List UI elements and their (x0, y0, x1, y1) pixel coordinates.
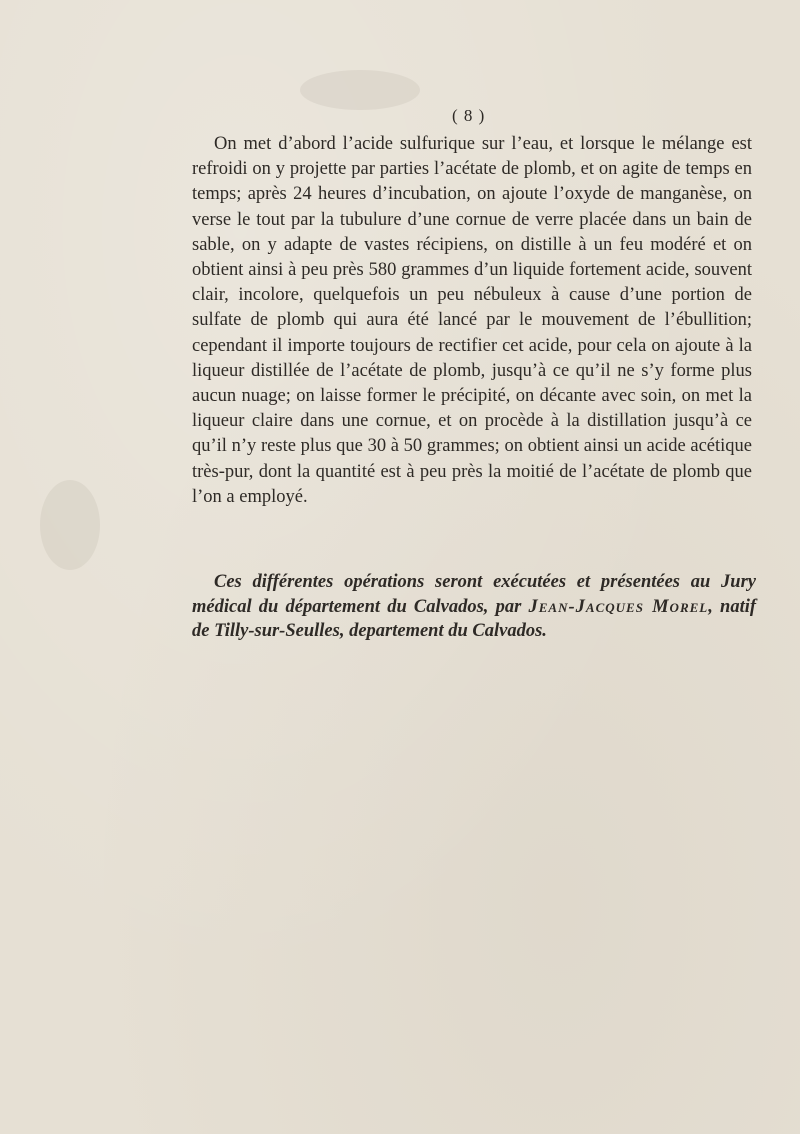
paper-stain (300, 70, 420, 110)
page-number: ( 8 ) (452, 106, 486, 125)
body-paragraph: On met d’abord l’acide sulfurique sur l’eau, et lorsque le mélange est refroidi on y projette par parties l’acétate de plomb, et on agite de temps en temps; après 24 heures d’incubation, on ajoute l’oxyde de manganèse, on verse le tout par la tubulure d’une cornue de verre placée dans un bain de sable, on y adapte de vastes récipiens, on distille à un feu modéré et on obtient ainsi à peu près 580 grammes d’un liquide fortement acide, souvent clair, incolore, quelquefois un peu nébuleux à cause d’une portion de sulfate de plomb qui aura été lancé par le mouvement de l’ébullition; cependant il importe toujours de rectifier cet acide, pour cela on ajoute à la liqueur distillée de l’acétate de plomb, jusqu’à ce qu’il ne s’y forme plus aucun nuage; on laisse former le précipité, on décante avec soin, on met la liqueur claire dans une cornue, et on procède à la distillation jusqu’à ce qu’il n’y reste plus que 30 à 50 grammes; on obtient ainsi un acide acétique très-pur, dont la quantité est à peu près la moitié de l’acétate de plomb que l’on a employé. (192, 134, 752, 507)
paper-stain (40, 480, 100, 570)
closing-tail: , natif de Tilly-sur-Seulles, departement du Calvados. (192, 596, 757, 641)
closing-statement (192, 570, 756, 644)
author-name: Jean-Jacques Morel (528, 596, 709, 617)
closing-lead: Ces différentes opérations seront exécutées et présentées au Jury médical du département du Calvados, par (192, 572, 756, 617)
